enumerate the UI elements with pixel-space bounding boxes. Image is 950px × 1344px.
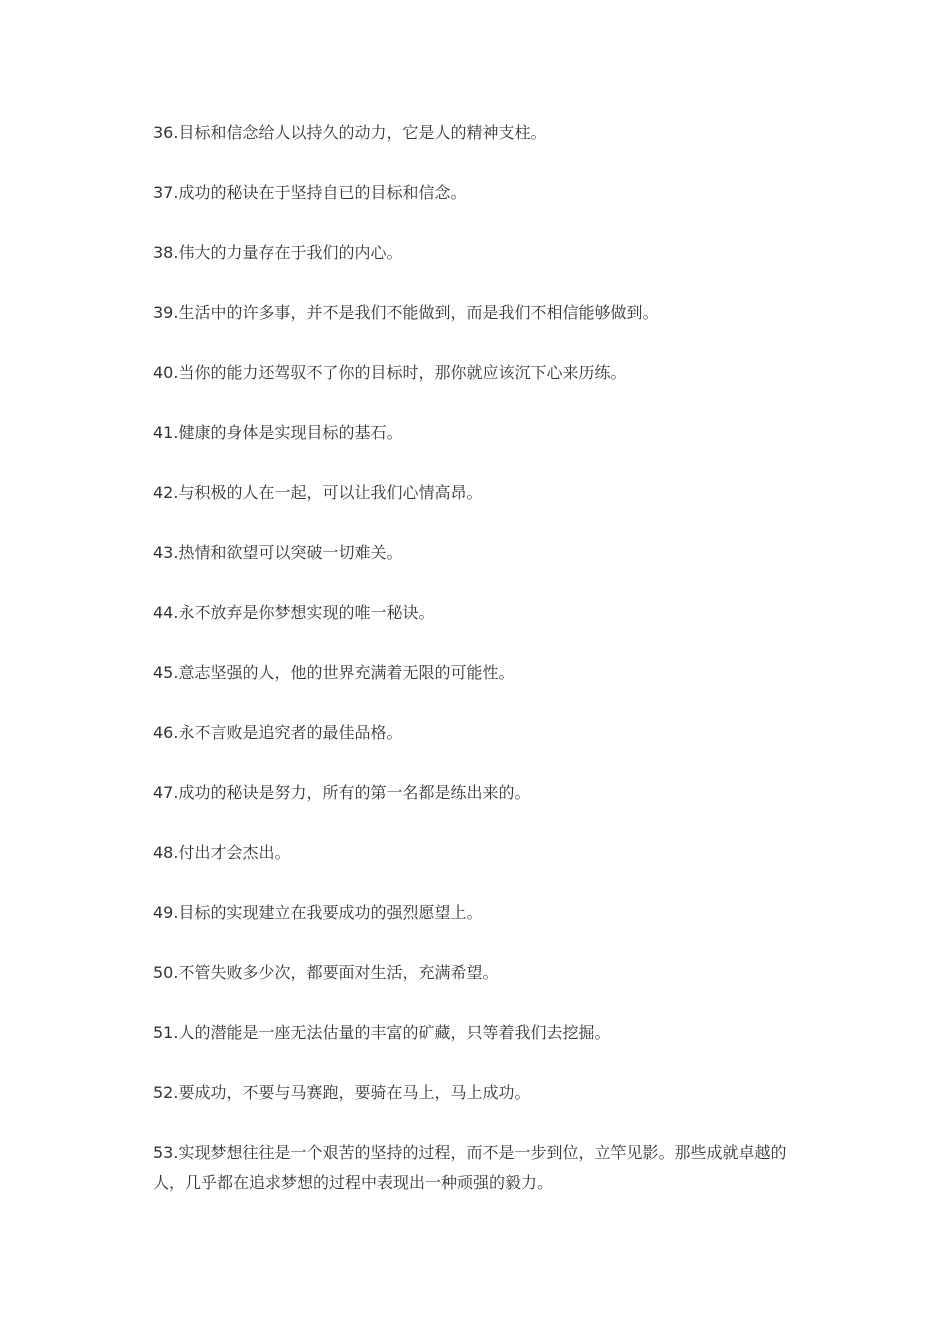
quote-38: 38.伟大的力量存在于我们的内心。 bbox=[153, 243, 403, 262]
quote-50: 50.不管失败多少次，都要面对生活，充满希望。 bbox=[153, 963, 499, 982]
quote-45: 45.意志坚强的人，他的世界充满着无限的可能性。 bbox=[153, 663, 515, 682]
quote-53: 53.实现梦想往往是一个艰苦的坚持的过程，而不是一步到位，立竿见影。那些成就卓越的人，几乎都在追求梦想的过程中表现出一种顽强的毅力。 bbox=[153, 1143, 787, 1192]
quote-36: 36.目标和信念给人以持久的动力，它是人的精神支柱。 bbox=[153, 123, 547, 142]
quote-43: 43.热情和欲望可以突破一切难关。 bbox=[153, 543, 403, 562]
quote-51: 51.人的潜能是一座无法估量的丰富的矿藏，只等着我们去挖掘。 bbox=[153, 1023, 611, 1042]
quote-list bbox=[153, 118, 813, 1198]
quote-39: 39.生活中的许多事，并不是我们不能做到，而是我们不相信能够做到。 bbox=[153, 303, 659, 322]
quote-49: 49.目标的实现建立在我要成功的强烈愿望上。 bbox=[153, 903, 483, 922]
quote-48: 48.付出才会杰出。 bbox=[153, 843, 291, 862]
quote-44: 44.永不放弃是你梦想实现的唯一秘诀。 bbox=[153, 603, 435, 622]
quote-37: 37.成功的秘诀在于坚持自已的目标和信念。 bbox=[153, 183, 467, 202]
quote-41: 41.健康的身体是实现目标的基石。 bbox=[153, 423, 403, 442]
quote-52: 52.要成功，不要与马赛跑，要骑在马上，马上成功。 bbox=[153, 1083, 531, 1102]
quote-40: 40.当你的能力还驾驭不了你的目标时，那你就应该沉下心来历练。 bbox=[153, 363, 627, 382]
quote-46: 46.永不言败是追究者的最佳品格。 bbox=[153, 723, 403, 742]
quote-47: 47.成功的秘诀是努力，所有的第一名都是练出来的。 bbox=[153, 783, 531, 802]
quote-42: 42.与积极的人在一起，可以让我们心情高昂。 bbox=[153, 483, 483, 502]
